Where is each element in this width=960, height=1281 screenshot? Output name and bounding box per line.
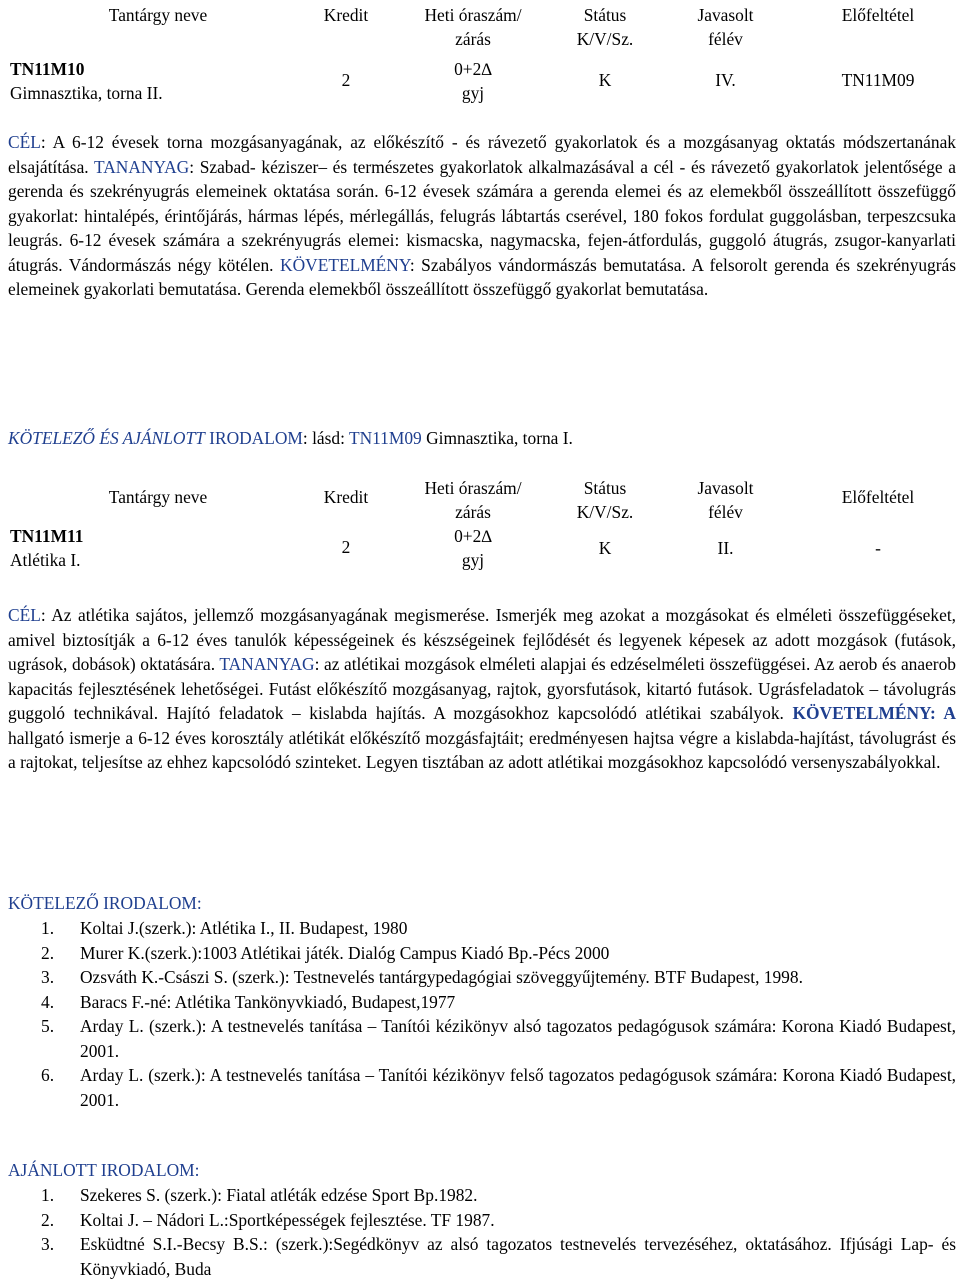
list-item — [8, 1063, 956, 1112]
list-item-text: Baracs F.-né: Atlétika Tankönyvkiadó, Budapest,1977 — [80, 991, 456, 1012]
list-item — [8, 990, 956, 1015]
list-item — [8, 941, 956, 966]
list-item-text: Arday L. (szerk.): A testnevelés tanítása – Tanítói kézikönyv felső tagozatos pedagógusok számára: Korona Kiadó Budapest, 2001. — [80, 1065, 956, 1110]
literature-reference: KÖTELEZŐ ÉS AJÁNLOTT IRODALOM: lásd: TN11M09 Gimnasztika, torna I. — [8, 428, 573, 448]
header-credit: Kredit — [323, 5, 369, 25]
list-item-text: Ozsváth K.-Császi S. (szerk.): Testnevelés tantárgypedagógiai szöveggyűjtemény. BTF Budapest, 1998. — [80, 967, 803, 987]
list-item-number: 2. — [41, 942, 55, 963]
list-item — [8, 916, 956, 941]
list-item — [8, 1232, 956, 1281]
course-header-table — [8, 0, 956, 110]
list-item-number: 1. — [41, 1185, 55, 1205]
course-prerequisite: TN11M09 — [841, 70, 915, 90]
recommended-literature-list — [8, 1183, 956, 1281]
cel-label: CÉL — [8, 132, 41, 152]
course-prerequisite: - — [875, 538, 881, 558]
list-item-number: 5. — [41, 1016, 55, 1036]
header-subject-name: Tantárgy neve — [108, 487, 208, 507]
tananyag-label: TANANYAG — [93, 156, 190, 177]
list-item-number: 6. — [41, 1065, 55, 1085]
header-subject-name: Tantárgy neve — [108, 5, 208, 25]
course-credit: 2 — [341, 70, 351, 90]
list-item-number: 3. — [41, 967, 55, 987]
course-hours: 0+2∆ gyj — [454, 526, 492, 570]
list-item-text: Koltai J. – Nádori L.:Sportképességek fejlesztése. TF 1987. — [80, 1209, 495, 1230]
list-item-text: Arday L. (szerk.): A testnevelés tanítása – Tanítói kézikönyv alsó tagozatos pedagógusok számára: Korona Kiadó Budapest, 2001. — [80, 1016, 956, 1061]
list-item-text: Murer K.(szerk.):1003 Atlétikai játék. Dialóg Campus Kiadó Bp.-Pécs 2000 — [80, 942, 610, 963]
tananyag-label: TANANYAG — [219, 654, 315, 674]
header-status: Státus K/V/Sz. — [576, 478, 634, 522]
header-weekly-hours: Heti óraszám/ zárás — [424, 478, 522, 522]
header-credit: Kredit — [323, 487, 369, 507]
list-item — [8, 1183, 956, 1208]
header-prerequisite: Előfeltétel — [841, 5, 915, 25]
header-status: Státus K/V/Sz. — [576, 5, 634, 49]
kovetelmeny-label: KÖVETELMÉNY: A — [792, 703, 956, 723]
course-title: TN11M11 Atlétika I. — [10, 526, 84, 570]
course-title: TN11M10 Gimnasztika, torna II. — [10, 59, 163, 103]
course-semester: II. — [717, 538, 734, 558]
course-status: K — [598, 538, 612, 558]
course-description: CÉL: Az atlétika sajátos, jellemző mozgásanyagának megismerése. Ismerjék meg azokat a mozgásokat és elméleti összefüggéseket, amivel biztosítják a 6-12 éves tanulók képességeinek és készségeinek fejlődését és legyenek képesek az adott mozgások (futások, ugrások, dobások) oktatására. TANANYAG: az atlétikai mozgások elméleti alapjai és edzéselméleti összefüggései. Az aerob és anaerob kapacitás fejlesztésének lehetőségei. Futást előkészítő mozgásanyag, rajtok, gyorsfutások, kitartó futások. Ugrásfeladatok – távolugrás guggoló technikával. Hajító feladatok – kislabda hajítás. A mozgásokhoz kapcsolódó atlétikai szabályok. KÖVETELMÉNY: A hallgató ismerje a 6-12 éves korosztály atlétikát előkészítő mozgásfajtáit; eredményesen hajtsa végre a kislabda-hajítást, távolugrást és a rajtokat, teljesítse az ehhez kapcsolódó szinteket. Legyen tisztában az adott atlétikai mozgásokhoz kapcsolódó versenyszabályokkal. — [8, 605, 956, 772]
course-description: CÉL: A 6-12 évesek torna mozgásanyagának, az előkészítő - és rávezető gyakorlatok és a mozgásanyag oktatás módszertanának elsajátítása. TANANYAG: Szabad- kéziszer– és természetes gyakorlatok alkalmazásával a cél - és rávezető gyakorlatok jelentősége a gerenda és szekrényugrás elemeinek oktatása során. 6-12 évesek számára a gerenda elemei és az elemekből összeállított összefüggő gyakorlat: hintalépés, érintőjárás, hármas lépés, mérlegállás, felugrás lábtartás cserével, 180 fokos fordulat guggolásban, terpeszcsuka leugrás. 6-12 évesek számára a szekrényugrás elemei: kismacska, nagymacska, fejen-átfordulás, guggoló átugrás, zsugor-kanyarlati átugrás. Vándormászás négy kötélen. KÖVETELMÉNY: Szabályos vándormászás bemutatása. A felsorolt gerenda és szekrényugrás elemeinek gyakorlati bemutatása. Gerenda elemekből összeállított összefüggő gyakorlat bemutatása. — [8, 132, 956, 299]
course-semester: IV. — [715, 70, 736, 90]
mandatory-literature-list — [8, 916, 956, 1112]
kovetelmeny-label: KÖVETELMÉNY — [280, 254, 410, 275]
header-weekly-hours: Heti óraszám/ zárás — [424, 5, 522, 49]
list-item-number: 4. — [41, 991, 55, 1012]
course-hours: 0+2∆ gyj — [454, 59, 492, 103]
list-item-text: Esküdtné S.I.-Becsy B.S.: (szerk.):Segédkönyv az alsó tagozatos testnevelés tervezéséhez, oktatásához. Ifjúsági Lap- és Könyvkiadó, Buda — [80, 1234, 956, 1279]
header-semester: Javasolt félév — [697, 5, 754, 49]
list-item — [8, 965, 956, 990]
header-semester: Javasolt félév — [697, 478, 754, 522]
course-header-table — [8, 473, 956, 583]
recommended-literature-title: AJÁNLOTT IRODALOM: — [8, 1160, 200, 1180]
list-item-number: 3. — [41, 1234, 55, 1254]
course-status: K — [598, 70, 612, 90]
course-credit: 2 — [341, 537, 351, 557]
list-item — [8, 1014, 956, 1063]
list-item-text: Koltai J.(szerk.): Atlétika I., II. Budapest, 1980 — [80, 918, 408, 938]
list-item-number: 1. — [41, 918, 55, 938]
list-item-number: 2. — [41, 1209, 55, 1230]
header-prerequisite: Előfeltétel — [841, 487, 915, 507]
list-item-text: Szekeres S. (szerk.): Fiatal atléták edzése Sport Bp.1982. — [80, 1185, 478, 1205]
cel-label: CÉL — [8, 605, 41, 625]
list-item — [8, 1208, 956, 1233]
mandatory-literature-title: KÖTELEZŐ IRODALOM: — [8, 893, 202, 913]
